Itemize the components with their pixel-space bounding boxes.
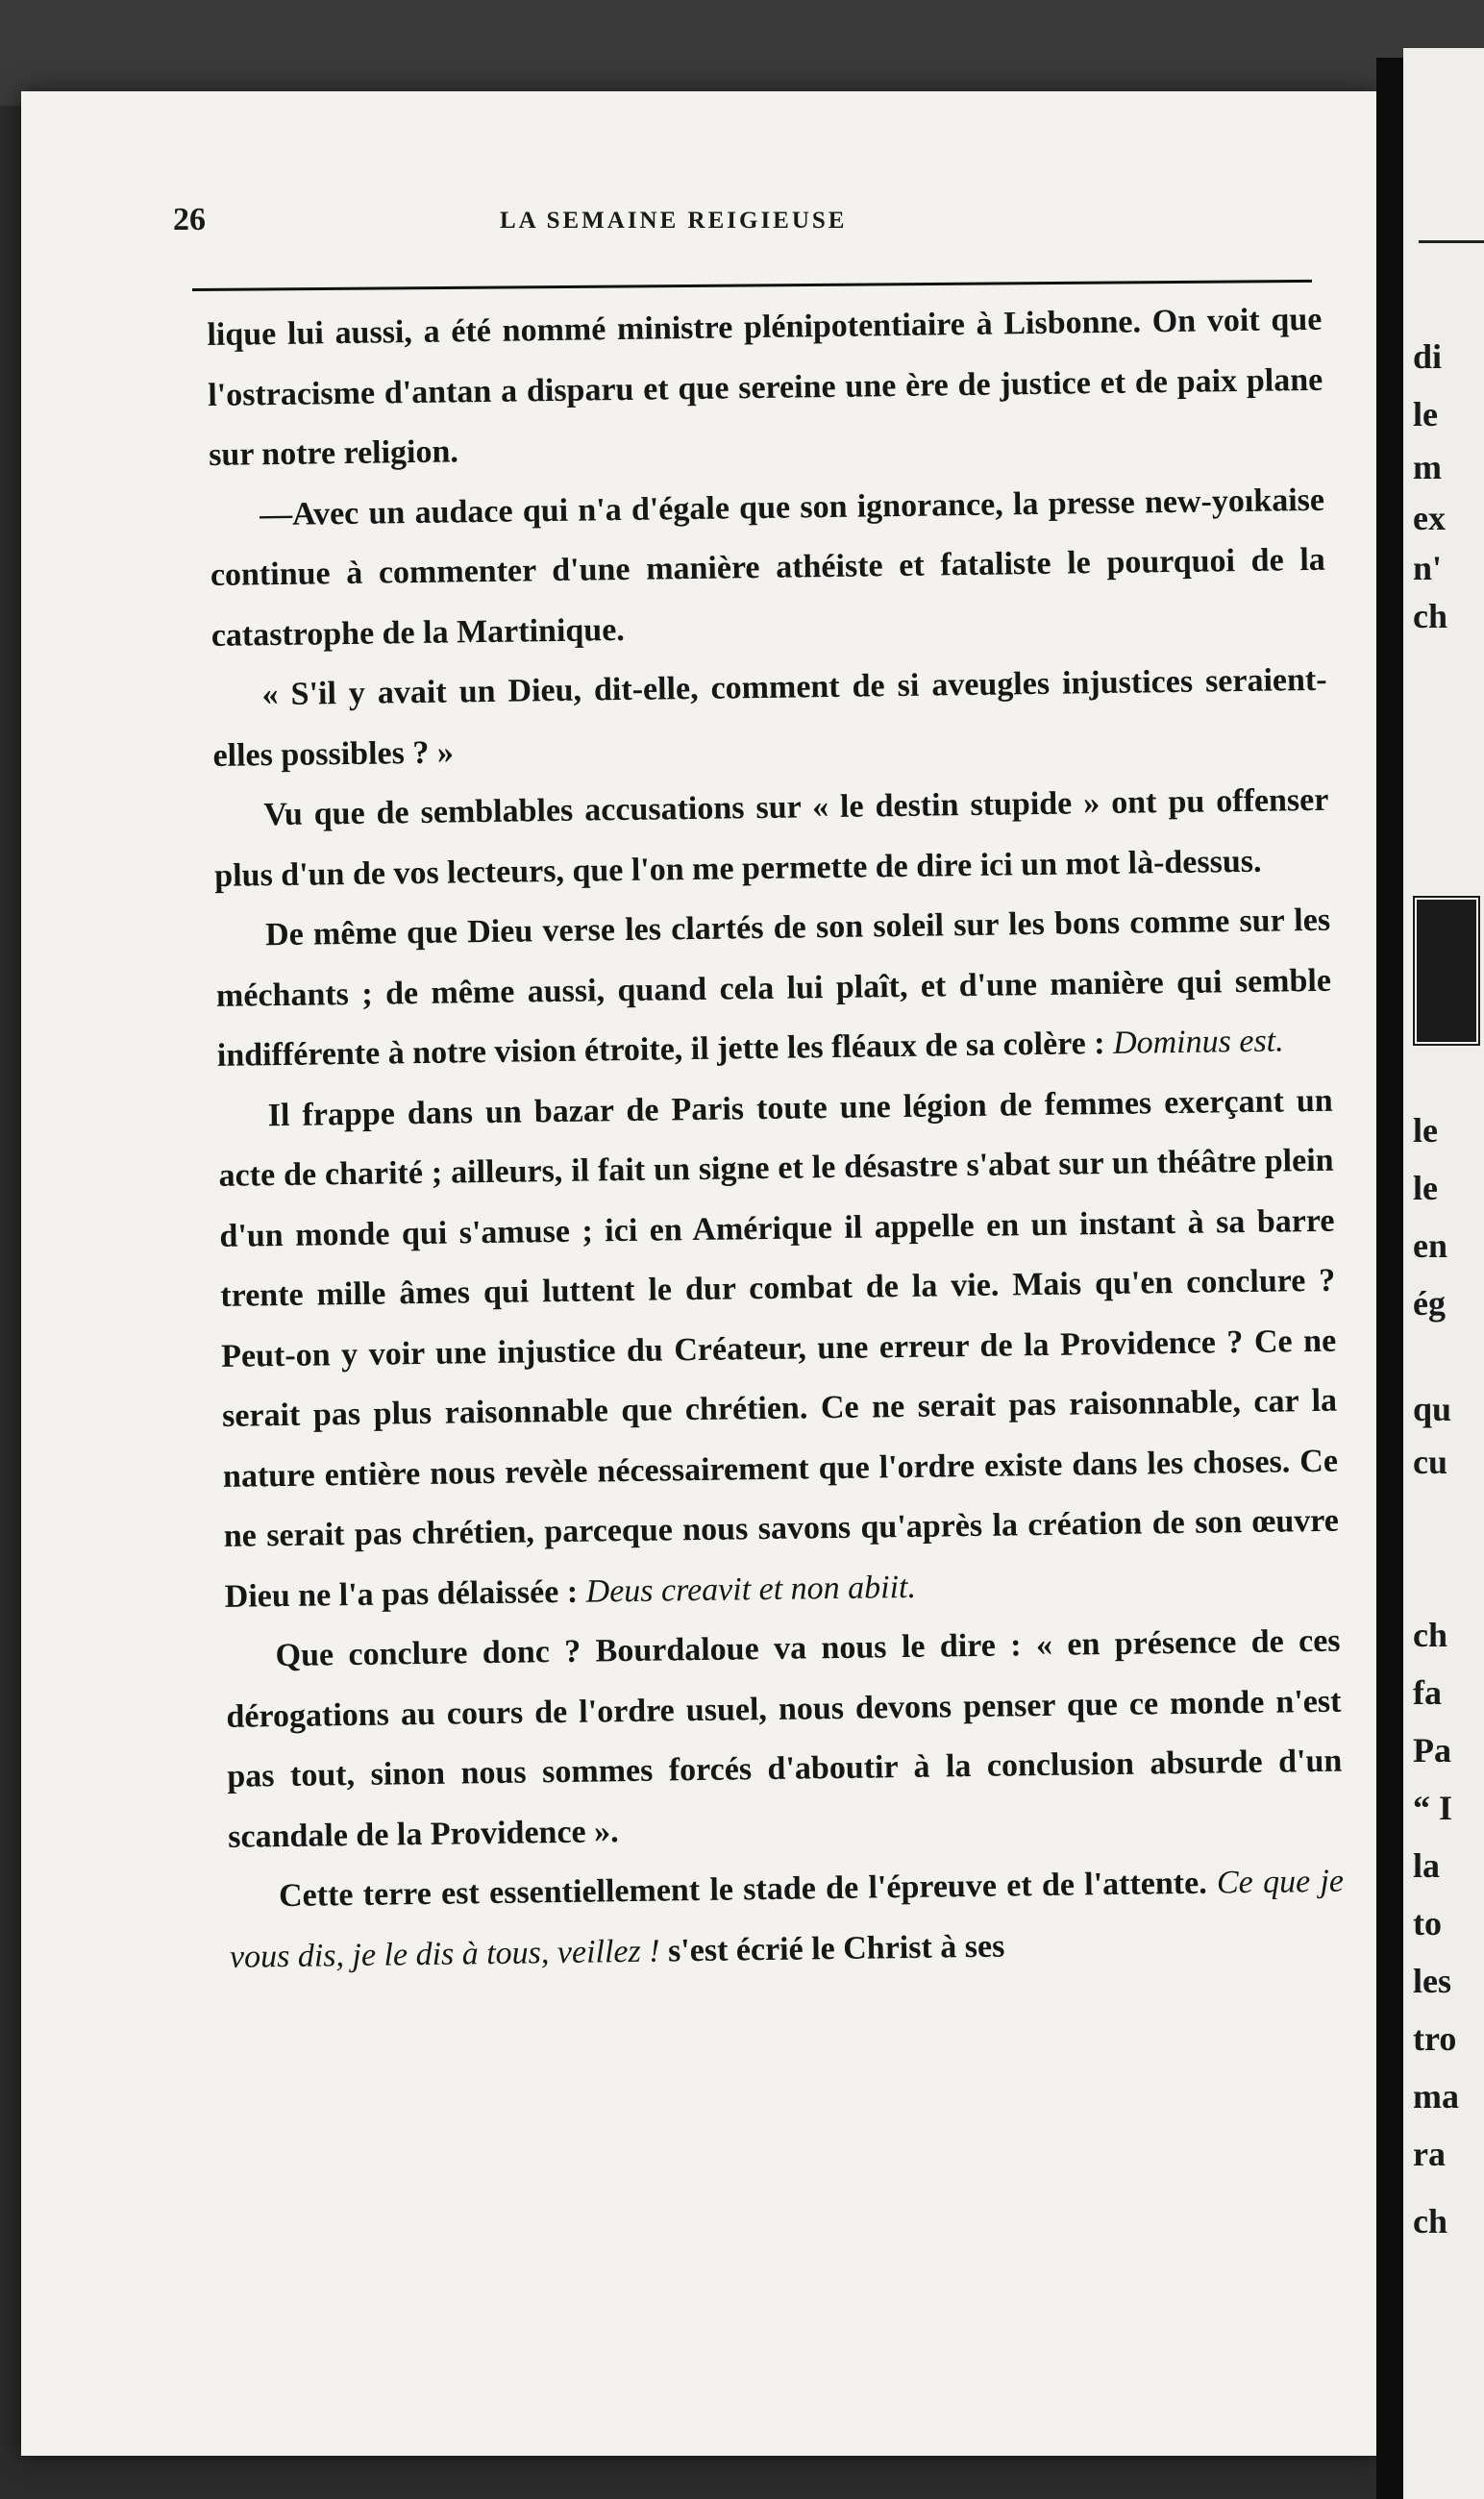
- page-header: [173, 202, 1317, 260]
- paragraph-text: Vu que de semblables accusations sur « le destin stupide » ont pu offenser plus d'un de vos lecteurs, que l'on me permette de dire ici un mot là-dessus.: [214, 781, 1329, 894]
- adjacent-dropcap: [1411, 894, 1482, 1048]
- adjacent-fragment: ch: [1413, 2202, 1447, 2240]
- paragraph: [229, 1852, 1346, 1988]
- adjacent-fragment: Pa: [1413, 1731, 1451, 1769]
- adjacent-fragment: le: [1413, 1111, 1438, 1150]
- adjacent-fragment: fa: [1413, 1673, 1442, 1712]
- paragraph: [211, 651, 1328, 786]
- adjacent-page-edge: [1403, 48, 1484, 2499]
- adjacent-fragment: tro: [1413, 2019, 1457, 2058]
- adjacent-fragment: la: [1413, 1846, 1441, 1885]
- adjacent-fragment: ch: [1413, 597, 1447, 635]
- latin-quote: Dominus est.: [1112, 1023, 1284, 1061]
- paragraph-text: « S'il y avait un Dieu, dit-elle, comment de si aveugles injustices seraient-elles possibles ? »: [212, 661, 1327, 774]
- body-text: [207, 290, 1345, 1988]
- paragraph-text: Que conclure donc ? Bourdaloue va nous le dire : « en présence de ces dérogations au cours de l'ordre usuel, nous devons penser que ce monde n'est pas tout, sinon nous sommes forcés d'aboutir à la conclusion absurde d'un scandale de la Providence ».: [226, 1622, 1343, 1855]
- paragraph: [207, 290, 1324, 486]
- paragraph-text: Il frappe dans un bazar de Paris toute une légion de femmes exerçant un acte de charité ; ailleurs, il fait un signe et le désastre s'abat sur un théâtre plein d'un monde qui s'amuse ; ici en Amérique il appelle en un instant à sa barre trente mille âmes qui luttent le dur combat de la vie. Mais qu'en conclure ? Peut-on y voir une injustice du Créateur, une erreur de la Providence ? Ce ne serait pas plus raisonnable que chrétien. Ce ne serait pas raisonnable, car la nature entière nous revèle nécessairement que l'ordre existe dans les choses. Ce ne serait pas chrétien, parceque nous savons qu'après la création de son œuvre Dieu ne l'a pas délaissée :: [218, 1082, 1340, 1615]
- adjacent-fragment: ch: [1413, 1616, 1447, 1654]
- adjacent-fragment: ég: [1413, 1284, 1446, 1323]
- paragraph: [215, 891, 1333, 1087]
- running-head: LA SEMAINE REIGIEUSE: [500, 208, 848, 234]
- adjacent-fragment: le: [1413, 395, 1438, 433]
- adjacent-fragment: le: [1413, 1169, 1438, 1207]
- adjacent-fragment: les: [1413, 1962, 1451, 2000]
- latin-quote: Deus creavit et non abiit.: [585, 1569, 917, 1610]
- page-number: 26: [173, 202, 206, 237]
- paragraph: [210, 470, 1327, 666]
- book-gutter: [1376, 58, 1403, 2499]
- paragraph: [225, 1612, 1343, 1868]
- adjacent-fragment: ex: [1413, 499, 1446, 537]
- adjacent-fragment: di: [1413, 337, 1443, 376]
- adjacent-fragment: “ I: [1413, 1789, 1453, 1827]
- paragraph: [217, 1071, 1340, 1627]
- adjacent-header-rule: [1419, 240, 1484, 243]
- scripture-quote: Ce que je vous dis, je le dis à tous, veillez !: [229, 1863, 1345, 1975]
- adjacent-fragment: ra: [1413, 2135, 1446, 2173]
- scan-background: [0, 0, 1484, 106]
- adjacent-fragment: m: [1413, 448, 1442, 486]
- adjacent-fragment: cu: [1413, 1443, 1447, 1481]
- paragraph-text: Cette terre est essentiellement le stade de l'épreuve et de l'attente.: [278, 1865, 1207, 1915]
- adjacent-fragment: qu: [1413, 1390, 1452, 1428]
- adjacent-fragment: n': [1413, 549, 1443, 587]
- paragraph: [213, 771, 1330, 906]
- adjacent-fragment: en: [1413, 1226, 1447, 1265]
- paragraph-text: lique lui aussi, a été nommé ministre plénipotentiaire à Lisbonne. On voit que l'ostracisme d'antan a disparu et que sereine une ère de justice et de paix plane sur notre religion.: [207, 301, 1323, 473]
- paragraph-text: s'est écrié le Christ à ses: [667, 1928, 1005, 1968]
- paragraph-text: De même que Dieu verse les clartés de son soleil sur les bons comme sur les méchants ; de même aussi, quand cela lui plaît, et d'une manière qui semble indifférente à notre vision étroite, il jette les fléaux de sa colère :: [215, 902, 1332, 1074]
- adjacent-fragment: to: [1413, 1904, 1442, 1942]
- paragraph-text: —Avec un audace qui n'a d'égale que son ignorance, la presse new-yoıkaise continue à commenter d'une manière athéiste et fataliste le pourquoi de la catastrophe de la Martinique.: [210, 482, 1326, 654]
- adjacent-fragment: ma: [1413, 2077, 1459, 2115]
